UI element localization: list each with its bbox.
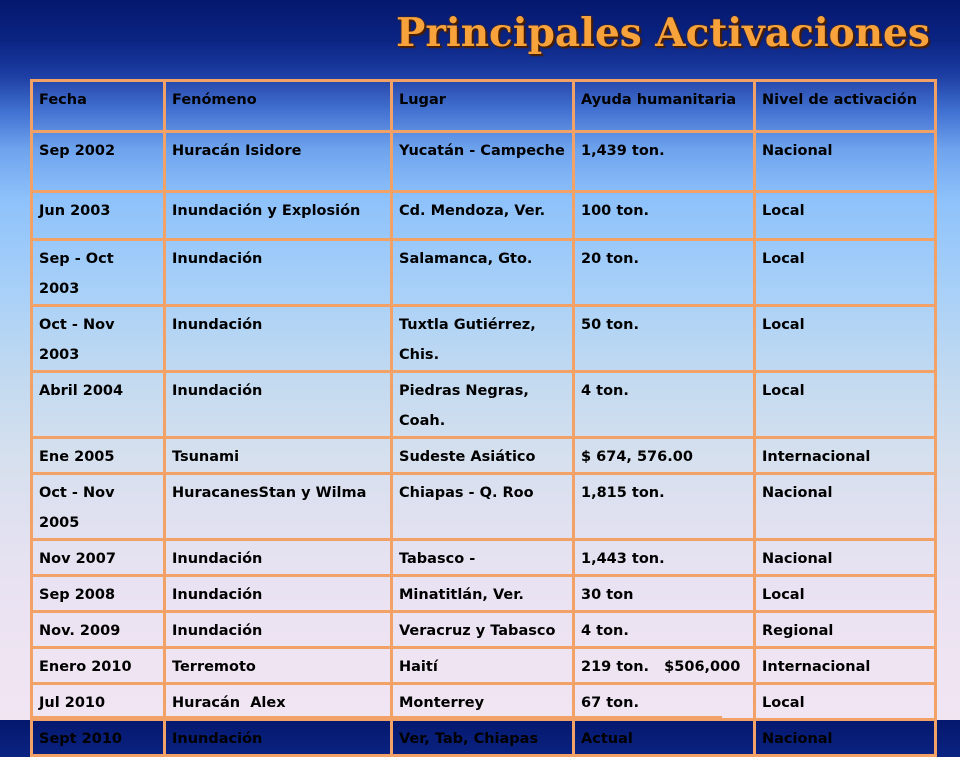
cell-fenomeno: Huracán Alex	[165, 684, 392, 720]
cell-fecha: Oct - Nov 2005	[32, 474, 165, 540]
cell-ayuda: 4 ton.	[574, 612, 755, 648]
cell-ayuda: 50 ton.	[574, 306, 755, 372]
table-row	[32, 372, 936, 438]
table-row	[32, 720, 936, 756]
cell-fecha: Oct - Nov 2003	[32, 306, 165, 372]
cell-nivel: Nacional	[755, 474, 936, 540]
cell-fecha: Abril 2004	[32, 372, 165, 438]
activations-table	[30, 79, 937, 757]
cell-nivel: Internacional	[755, 648, 936, 684]
cell-fenomeno: Inundación	[165, 540, 392, 576]
header-ayuda: Ayuda humanitaria	[574, 81, 755, 132]
cell-fecha: Jun 2003	[32, 192, 165, 240]
cell-ayuda: 67 ton.	[574, 684, 755, 720]
header-lugar: Lugar	[392, 81, 574, 132]
cell-nivel: Local	[755, 306, 936, 372]
table-row	[32, 240, 936, 306]
cell-lugar: Piedras Negras, Coah.	[392, 372, 574, 438]
table-row	[32, 474, 936, 540]
cell-lugar: Yucatán - Campeche	[392, 132, 574, 192]
cell-fenomeno: Inundación	[165, 372, 392, 438]
table-row	[32, 132, 936, 192]
cell-lugar: Tuxtla Gutiérrez, Chis.	[392, 306, 574, 372]
table-row	[32, 648, 936, 684]
cell-lugar: Veracruz y Tabasco	[392, 612, 574, 648]
cell-nivel: Internacional	[755, 438, 936, 474]
cell-fenomeno: Inundación	[165, 612, 392, 648]
cell-fecha: Nov 2007	[32, 540, 165, 576]
cell-nivel: Local	[755, 240, 936, 306]
slide-title: Principales Activaciones	[396, 10, 930, 56]
header-nivel: Nivel de activación	[755, 81, 936, 132]
header-fenomeno: Fenómeno	[165, 81, 392, 132]
cell-fecha: Ene 2005	[32, 438, 165, 474]
cell-fenomeno: Inundación	[165, 720, 392, 756]
cell-lugar: Tabasco -	[392, 540, 574, 576]
cell-nivel: Local	[755, 192, 936, 240]
cell-lugar: Haití	[392, 648, 574, 684]
cell-fenomeno: HuracanesStan y Wilma	[165, 474, 392, 540]
cell-nivel: Regional	[755, 612, 936, 648]
cell-lugar: Salamanca, Gto.	[392, 240, 574, 306]
cell-fenomeno: Tsunami	[165, 438, 392, 474]
cell-nivel: Local	[755, 372, 936, 438]
cell-fenomeno: Huracán Isidore	[165, 132, 392, 192]
cell-fecha: Sep 2002	[32, 132, 165, 192]
table-row	[32, 540, 936, 576]
cell-ayuda: 100 ton.	[574, 192, 755, 240]
table-row	[32, 192, 936, 240]
cell-ayuda: 30 ton	[574, 576, 755, 612]
cell-fenomeno: Inundación	[165, 240, 392, 306]
cell-fecha: Jul 2010	[32, 684, 165, 720]
table-row	[32, 576, 936, 612]
cell-ayuda: 20 ton.	[574, 240, 755, 306]
cell-ayuda: 1,815 ton.	[574, 474, 755, 540]
cell-fenomeno: Inundación y Explosión	[165, 192, 392, 240]
table-row	[32, 438, 936, 474]
cell-ayuda: Actual	[574, 720, 755, 756]
table-row	[32, 612, 936, 648]
cell-ayuda: 219 ton. $506,000	[574, 648, 755, 684]
cell-lugar: Ver, Tab, Chiapas	[392, 720, 574, 756]
cell-lugar: Cd. Mendoza, Ver.	[392, 192, 574, 240]
cell-fenomeno: Inundación	[165, 576, 392, 612]
cell-fenomeno: Inundación	[165, 306, 392, 372]
cell-lugar: Monterrey	[392, 684, 574, 720]
table-header-row	[32, 81, 936, 132]
cell-fecha: Sep 2008	[32, 576, 165, 612]
cell-nivel: Local	[755, 576, 936, 612]
cell-ayuda: 1,443 ton.	[574, 540, 755, 576]
cell-fenomeno: Terremoto	[165, 648, 392, 684]
table-row	[32, 306, 936, 372]
header-fecha: Fecha	[32, 81, 165, 132]
cell-fecha: Nov. 2009	[32, 612, 165, 648]
cell-ayuda: 1,439 ton.	[574, 132, 755, 192]
cell-fecha: Enero 2010	[32, 648, 165, 684]
cell-nivel: Nacional	[755, 540, 936, 576]
cell-fecha: Sep - Oct 2003	[32, 240, 165, 306]
cell-ayuda: $ 674, 576.00	[574, 438, 755, 474]
table-row	[32, 684, 936, 720]
cell-nivel: Nacional	[755, 720, 936, 756]
cell-nivel: Local	[755, 684, 936, 720]
cell-fecha: Sept 2010	[32, 720, 165, 756]
cell-lugar: Sudeste Asiático	[392, 438, 574, 474]
cell-ayuda: 4 ton.	[574, 372, 755, 438]
cell-lugar: Minatitlán, Ver.	[392, 576, 574, 612]
cell-nivel: Nacional	[755, 132, 936, 192]
cell-lugar: Chiapas - Q. Roo	[392, 474, 574, 540]
bottom-divider	[30, 716, 722, 719]
